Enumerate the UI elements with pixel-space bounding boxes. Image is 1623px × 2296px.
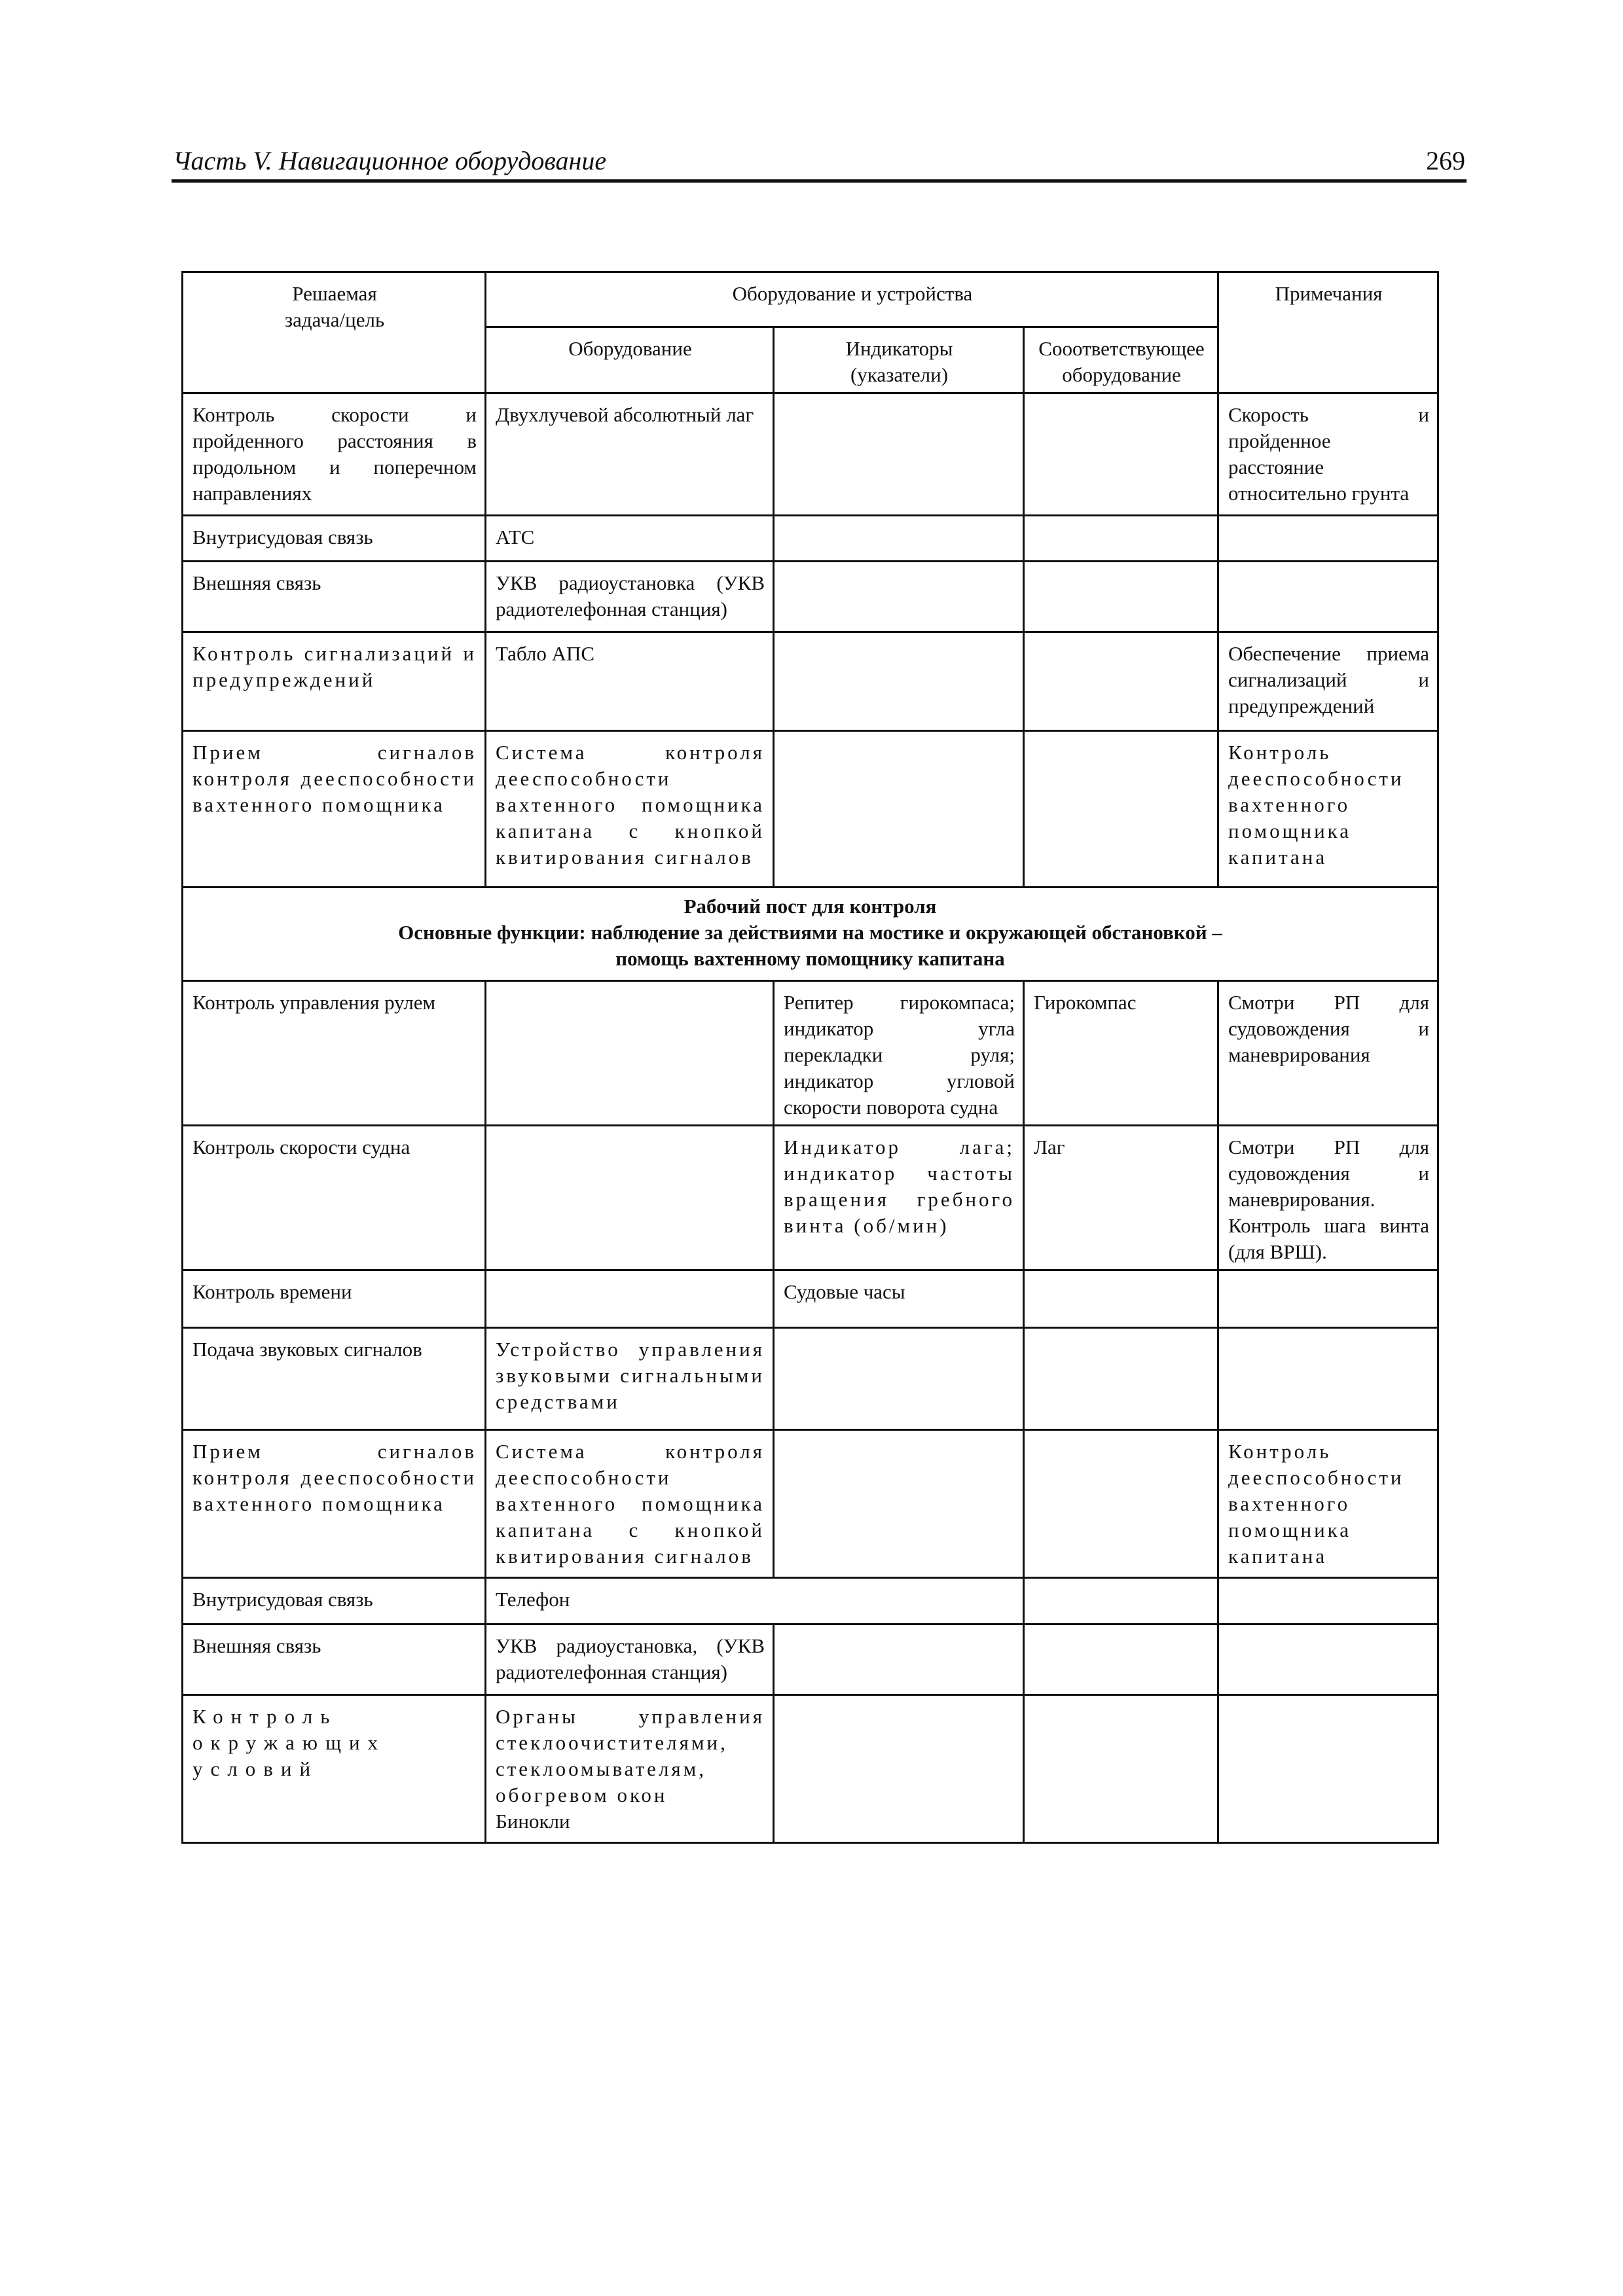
table-row bbox=[183, 516, 1438, 562]
cell-indicators: Судовые часы bbox=[774, 1270, 1024, 1328]
cell-related bbox=[1024, 1328, 1218, 1430]
cell-related bbox=[1024, 731, 1218, 888]
cell-task: Внутрисудовая связь bbox=[183, 516, 486, 562]
cell-related bbox=[1024, 393, 1218, 516]
cell-task: Прием сигналов контроля дееспособности вахтенного помощника bbox=[183, 1430, 486, 1578]
cell-related: Гирокомпас bbox=[1024, 981, 1218, 1126]
cell-related bbox=[1024, 562, 1218, 632]
cell-indicators bbox=[774, 562, 1024, 632]
section-line-2: Основные функции: наблюдение за действиями на мостике и окружающей обстановкой – bbox=[398, 921, 1222, 944]
chapter-title: Часть V. Навигационное оборудование bbox=[173, 146, 607, 175]
section-line-1: Рабочий пост для контроля bbox=[684, 895, 937, 918]
cell-indicators bbox=[774, 731, 1024, 888]
cell-related: Лаг bbox=[1024, 1126, 1218, 1270]
cell-notes: Контроль дееспособности вахтенного помощника капитана bbox=[1218, 1430, 1438, 1578]
header-indicators: Индикаторы (указатели) bbox=[774, 327, 1024, 393]
cell-notes bbox=[1218, 516, 1438, 562]
cell-equipment bbox=[486, 1695, 774, 1843]
cell-related bbox=[1024, 1430, 1218, 1578]
cell-equipment: Двухлучевой абсолютный лаг bbox=[486, 393, 774, 516]
cell-indicators: Репитер гирокомпаса; индикатор угла перекладки руля; индикатор угловой скорости поворота судна bbox=[774, 981, 1024, 1126]
header-equipment: Оборудование bbox=[486, 327, 774, 393]
page-number: 269 bbox=[1426, 146, 1465, 175]
cell-equipment-extra: Бинокли bbox=[496, 1810, 570, 1833]
header-notes: Примечания bbox=[1218, 272, 1438, 393]
table-row bbox=[183, 1695, 1438, 1843]
cell-notes bbox=[1218, 1695, 1438, 1843]
cell-related bbox=[1024, 1578, 1218, 1624]
table-row bbox=[183, 1624, 1438, 1695]
cell-equipment bbox=[486, 1126, 774, 1270]
cell-indicators bbox=[774, 1624, 1024, 1695]
cell-notes: Смотри РП для судовождения и маневрирования bbox=[1218, 981, 1438, 1126]
cell-task: Контроль скорости судна bbox=[183, 1126, 486, 1270]
cell-related bbox=[1024, 1624, 1218, 1695]
header-related: Сооответствующее оборудование bbox=[1024, 327, 1218, 393]
cell-task: Внешняя связь bbox=[183, 562, 486, 632]
cell-task: Контроль управления рулем bbox=[183, 981, 486, 1126]
table-row bbox=[183, 1430, 1438, 1578]
cell-related bbox=[1024, 1695, 1218, 1843]
cell-task: Контроль окружающих условий bbox=[183, 1695, 486, 1843]
cell-related bbox=[1024, 516, 1218, 562]
section-header bbox=[183, 888, 1438, 981]
table-row bbox=[183, 562, 1438, 632]
page-header bbox=[172, 145, 1467, 183]
cell-equipment-main: Органы управления стеклоочистителями, стеклоомывателям, обогревом окон bbox=[496, 1705, 765, 1806]
cell-notes bbox=[1218, 1578, 1438, 1624]
cell-indicators: Индикатор лага; индикатор частоты вращения гребного винта (об/мин) bbox=[774, 1126, 1024, 1270]
cell-task: Контроль времени bbox=[183, 1270, 486, 1328]
cell-notes: Смотри РП для судовождения и маневрирования. Контроль шага винта (для ВРШ). bbox=[1218, 1126, 1438, 1270]
table-row bbox=[183, 1126, 1438, 1270]
header-equipment-group: Оборудование и устройства bbox=[486, 272, 1218, 327]
header-task: Решаемая задача/цель bbox=[183, 272, 486, 393]
cell-equipment bbox=[486, 1270, 774, 1328]
cell-notes bbox=[1218, 562, 1438, 632]
cell-task: Прием сигналов контроля дееспособности вахтенного помощника bbox=[183, 731, 486, 888]
cell-indicators bbox=[774, 393, 1024, 516]
cell-equipment bbox=[486, 981, 774, 1126]
table-row bbox=[183, 731, 1438, 888]
cell-related bbox=[1024, 632, 1218, 731]
cell-task: Подача звуковых сигналов bbox=[183, 1328, 486, 1430]
cell-notes bbox=[1218, 1270, 1438, 1328]
cell-notes bbox=[1218, 1328, 1438, 1430]
section-row bbox=[183, 888, 1438, 981]
table-row bbox=[183, 393, 1438, 516]
cell-equipment: УКВ радиоустановка, (УКВ радиотелефонная станция) bbox=[486, 1624, 774, 1695]
table-row bbox=[183, 981, 1438, 1126]
cell-indicators bbox=[774, 1328, 1024, 1430]
cell-task: Контроль сигнализаций и предупреждений bbox=[183, 632, 486, 731]
cell-notes: Скорость и пройденное расстояние относительно грунта bbox=[1218, 393, 1438, 516]
cell-task: Внутрисудовая связь bbox=[183, 1578, 486, 1624]
cell-indicators bbox=[774, 632, 1024, 731]
cell-equipment: Устройство управления звуковыми сигнальными средствами bbox=[486, 1328, 774, 1430]
cell-task: Контроль скорости и пройденного расстояния в продольном и поперечном направлениях bbox=[183, 393, 486, 516]
table-row bbox=[183, 632, 1438, 731]
cell-related bbox=[1024, 1270, 1218, 1328]
cell-equipment: Телефон bbox=[486, 1578, 1024, 1624]
section-line-3: помощь вахтенному помощнику капитана bbox=[615, 947, 1005, 970]
cell-indicators bbox=[774, 1430, 1024, 1578]
cell-notes: Обеспечение приема сигнализаций и предупреждений bbox=[1218, 632, 1438, 731]
cell-equipment: Табло АПС bbox=[486, 632, 774, 731]
cell-equipment: УКВ радиоустановка (УКВ радиотелефонная станция) bbox=[486, 562, 774, 632]
table-row bbox=[183, 1270, 1438, 1328]
cell-notes bbox=[1218, 1624, 1438, 1695]
cell-equipment: АТС bbox=[486, 516, 774, 562]
table-row bbox=[183, 1328, 1438, 1430]
cell-indicators bbox=[774, 516, 1024, 562]
equipment-table bbox=[181, 271, 1439, 1844]
cell-task: Внешняя связь bbox=[183, 1624, 486, 1695]
cell-indicators bbox=[774, 1695, 1024, 1843]
cell-equipment: Система контроля дееспособности вахтенного помощника капитана с кнопкой квитирования сигналов bbox=[486, 731, 774, 888]
cell-equipment: Система контроля дееспособности вахтенного помощника капитана с кнопкой квитирования сигналов bbox=[486, 1430, 774, 1578]
table-row bbox=[183, 1578, 1438, 1624]
cell-notes: Контроль дееспособности вахтенного помощника капитана bbox=[1218, 731, 1438, 888]
